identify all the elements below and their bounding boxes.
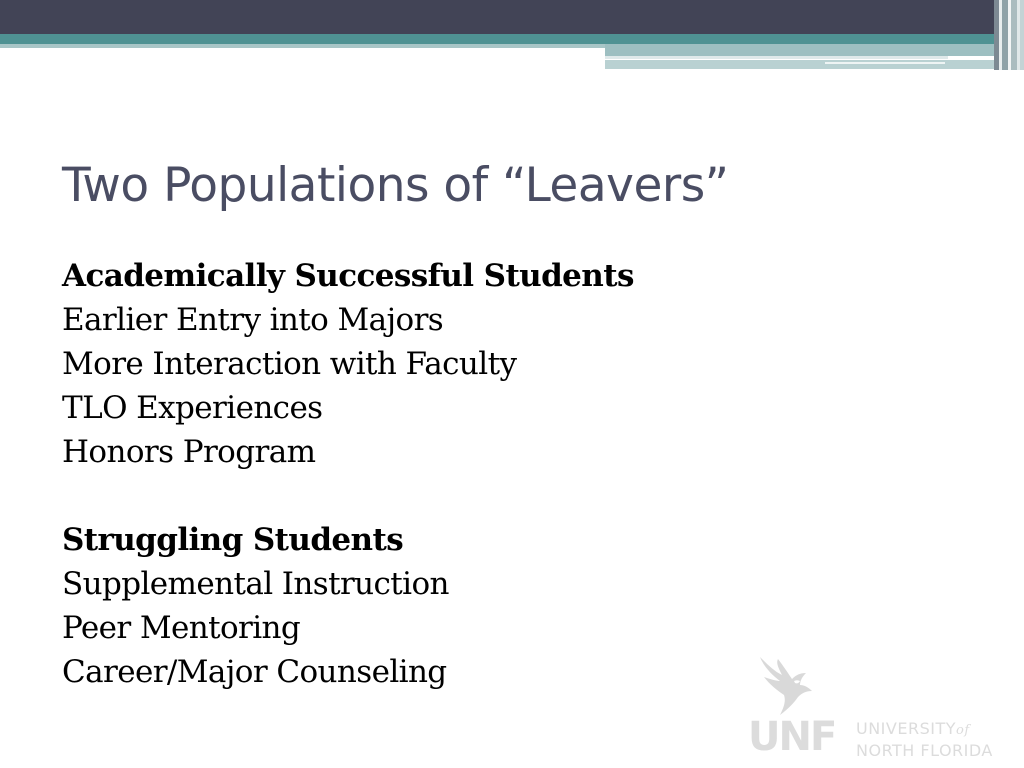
section-heading: Academically Successful Students — [62, 258, 634, 294]
section-heading: Struggling Students — [62, 522, 404, 558]
list-item: Supplemental Instruction — [62, 566, 449, 602]
header-band-teal — [0, 34, 1024, 44]
list-item: Career/Major Counseling — [62, 654, 447, 690]
list-item: Peer Mentoring — [62, 610, 301, 646]
list-item: Earlier Entry into Majors — [62, 302, 444, 338]
header-band-highlight — [825, 62, 945, 64]
header-band-light — [0, 44, 605, 48]
osprey-icon — [754, 655, 818, 719]
section-spacer — [62, 474, 762, 518]
unf-logo — [748, 655, 1018, 765]
slide-body — [62, 254, 762, 694]
slide-title: Two Populations of “Leavers” — [62, 158, 729, 213]
list-item: More Interaction with Faculty — [62, 346, 517, 382]
logo-abbrev: UNF — [748, 714, 836, 760]
header-vertical-bars — [994, 0, 1024, 70]
header-band-right — [605, 44, 1024, 56]
list-item: TLO Experiences — [62, 390, 323, 426]
header-band-dark — [0, 0, 1024, 34]
header-band-right-line — [605, 56, 948, 59]
logo-university-name: UNIVERSITYof NORTH FLORIDA — [856, 719, 993, 760]
list-item: Honors Program — [62, 434, 316, 470]
